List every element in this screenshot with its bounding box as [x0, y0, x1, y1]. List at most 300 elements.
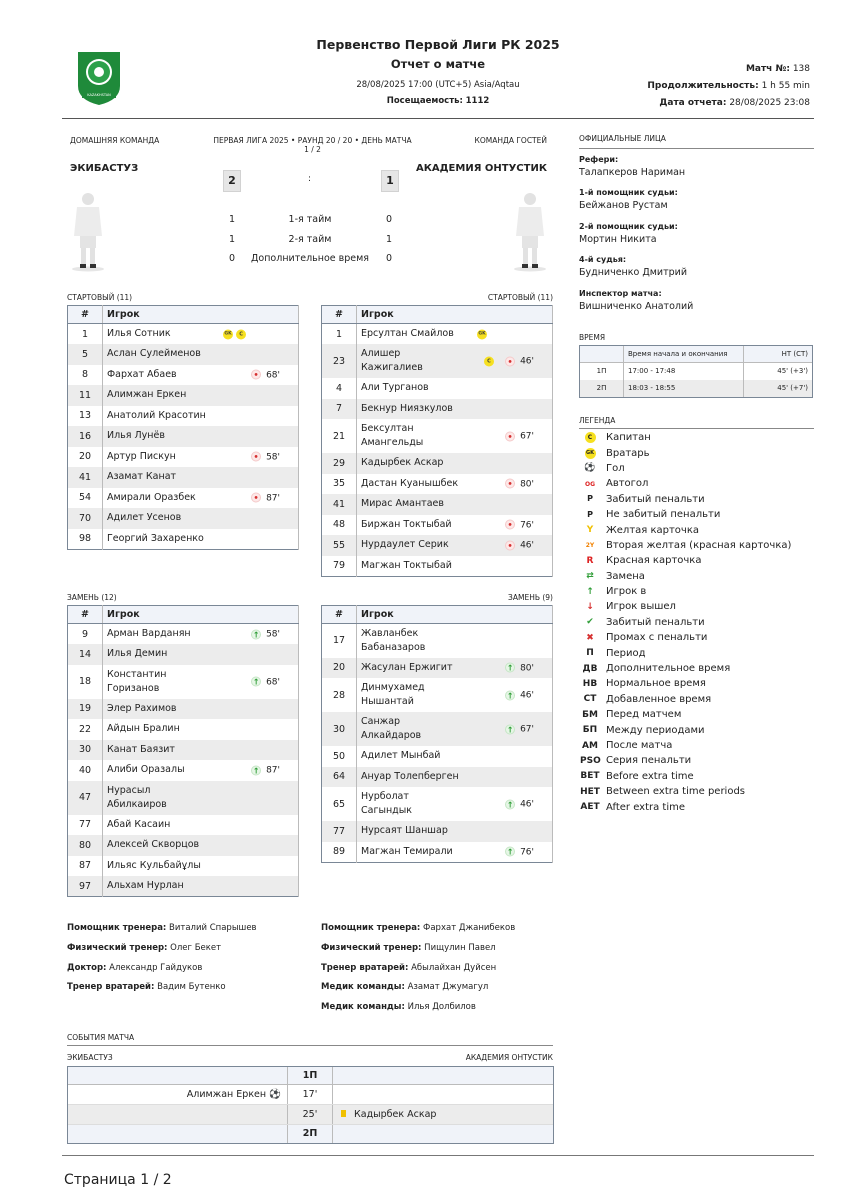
goal-icon: ⚽ [269, 1089, 281, 1100]
away-half-score: 1 [385, 233, 393, 245]
player-row [68, 385, 299, 406]
attendance: Посещаемость: 1112 [386, 96, 490, 106]
legend-item [580, 476, 815, 491]
legend-symbol: СТ [583, 694, 597, 705]
player-name: Магжан Темирали [361, 845, 453, 857]
legend-text: Забитый пенальти [606, 493, 705, 505]
player-row [68, 426, 299, 447]
player-name: Адилет Усенов [107, 512, 182, 524]
official-role: 1-й помощник судьи: [579, 188, 678, 198]
player-number: 89 [322, 842, 357, 863]
sub-minute: 76' [520, 520, 534, 531]
staff-row [321, 943, 515, 963]
away-starting-label: СТАРТОВЫЙ (11) [487, 293, 553, 302]
period-time: 18:03 - 18:55 [624, 380, 744, 397]
period-time: 17:00 - 17:48 [624, 363, 744, 380]
legend-item [580, 522, 815, 537]
legend-text: Автогол [606, 478, 649, 490]
page-number: Страница 1 / 2 [64, 1172, 172, 1188]
player-number: 4 [322, 378, 357, 399]
player-row [68, 344, 299, 365]
officials-list [579, 155, 814, 322]
player-name: Элер Рахимов [107, 702, 177, 714]
player-out-icon: • [505, 356, 515, 366]
staff-row [67, 982, 257, 1002]
player-name: Кадырбек Аскар [361, 457, 444, 469]
player-number: 16 [68, 426, 103, 447]
official-name: Бейжанов Рустам [579, 200, 668, 212]
player-name: Динмухамед Нышантай [361, 682, 425, 707]
player-name: Айдын Бралин [107, 723, 180, 735]
event-minute: 25' [288, 1105, 333, 1124]
home-subs-label: ЗАМЕНЬ (12) [67, 593, 117, 602]
legend-symbol: ↑ [586, 586, 594, 597]
home-team-name: ЭКИБАСТУЗ [70, 163, 139, 174]
sub-minute: 46' [520, 540, 534, 551]
player-row [68, 856, 299, 877]
home-staff [67, 923, 257, 1002]
player-row [68, 781, 299, 815]
home-start-table [67, 305, 299, 550]
player-out-icon: • [505, 540, 515, 550]
legend-text: Капитан [606, 432, 651, 444]
away-team-label: КОМАНДА ГОСТЕЙ [474, 136, 547, 145]
legend-text: Добавленное время [606, 693, 712, 705]
legend-text: Вратарь [606, 447, 650, 459]
player-row [68, 835, 299, 856]
legend-symbol: БП [582, 725, 598, 736]
player-name: Алексей Скворцов [107, 839, 200, 851]
player-row [68, 447, 299, 468]
legend-symbol: ⇄ [586, 571, 594, 582]
legend-item [580, 661, 815, 676]
period: 2П [580, 380, 624, 397]
player-out-icon: • [505, 431, 515, 441]
player-name: Альхам Нурлан [107, 880, 184, 891]
legend-text: Красная карточка [606, 555, 702, 567]
player-name: Жавланбек Бабаназаров [361, 627, 426, 653]
player-number: 80 [68, 835, 103, 856]
time-title: ВРЕМЯ [579, 333, 606, 342]
player-row [322, 344, 553, 378]
time-header: НТ (СТ) [781, 350, 808, 358]
player-row [68, 815, 299, 836]
staff-name: Пищулин Павел [424, 942, 496, 953]
staff-role: Физический тренер: [67, 942, 168, 953]
player-number: 40 [68, 760, 103, 781]
player-number: 50 [322, 746, 357, 767]
legend-item [580, 461, 815, 476]
round-info: ПЕРВАЯ ЛИГА 2025 • РАУНД 20 / 20 • ДЕНЬ МАТЧА 1 / 2 [213, 136, 412, 154]
player-name: Жасулан Ержигит [361, 661, 453, 673]
col-number: # [68, 306, 103, 324]
home-kit-icon [70, 190, 106, 272]
player-number: 18 [68, 665, 103, 699]
legend-symbol: BET [580, 771, 600, 782]
sub-minute: 46' [520, 799, 534, 810]
player-number: 30 [322, 712, 357, 746]
legend-item [580, 430, 815, 445]
player-number: 23 [322, 344, 357, 378]
sub-minute: 68' [266, 370, 280, 381]
legend-symbol: НВ [582, 678, 598, 689]
home-team-label: ДОМАШНЯЯ КОМАНДА [70, 136, 160, 145]
staff-role: Медик команды: [321, 982, 405, 993]
period-added: 45' (+7') [777, 384, 808, 392]
legend-text: Не забитый пенальти [606, 509, 721, 521]
player-row [68, 665, 299, 699]
player-out-icon: • [251, 452, 261, 462]
legend-text: Before extra time [606, 770, 694, 782]
home-subs-table [67, 605, 299, 897]
staff-role: Медик команды: [321, 1002, 405, 1013]
legend-item [580, 784, 815, 799]
player-row [68, 508, 299, 529]
player-row [68, 467, 299, 488]
player-number: 1 [68, 324, 103, 345]
events-title: СОБЫТИЯ МАТЧА [67, 1033, 135, 1042]
time-row [580, 380, 812, 397]
player-name: Константин Горизанов [107, 668, 167, 694]
player-name: Арман Варданян [107, 628, 191, 639]
col-number: # [322, 606, 357, 624]
legend-text: Забитый пенальти [606, 616, 705, 628]
legend-item [580, 722, 815, 737]
legend-symbol: ✔ [586, 617, 594, 628]
player-row [322, 515, 553, 536]
legend-symbol: GK [585, 448, 596, 459]
svg-text:KAZAKHSTAN: KAZAKHSTAN [87, 93, 111, 97]
legend-item [580, 538, 815, 553]
legend-item [580, 645, 815, 660]
player-number: 64 [322, 767, 357, 788]
player-name: Абай Касаин [107, 818, 171, 830]
player-row [68, 740, 299, 761]
sub-minute: 80' [520, 663, 534, 674]
half-label: 2-я тайм [288, 233, 332, 245]
player-name: Нурасыл Абилкаиров [107, 784, 167, 810]
competition-title: Первенство Первой Лиги РК 2025 [316, 37, 560, 52]
staff-name: Олег Бекет [170, 942, 222, 953]
away-staff [321, 923, 515, 1022]
player-row [322, 474, 553, 495]
player-name: Илья Сотник [107, 328, 171, 339]
player-number: 55 [322, 535, 357, 556]
away-half-score: 0 [385, 214, 393, 225]
legend-symbol: HET [580, 786, 600, 797]
staff-row [321, 982, 515, 1002]
home-half-score: 1 [228, 233, 236, 245]
sub-minute: 87' [266, 765, 280, 776]
legend-item [580, 492, 815, 507]
report-title: Отчет о матче [390, 57, 486, 71]
legend-text: Игрок вышел [606, 601, 676, 613]
player-row [322, 419, 553, 453]
player-row [322, 767, 553, 788]
half-label: Дополнительное время [250, 253, 369, 264]
player-name: Бексултан Амангельды [361, 423, 424, 448]
player-name: Нурдаулет Серик [361, 539, 449, 551]
player-row [322, 842, 553, 863]
player-in-icon: ↑ [506, 663, 514, 673]
player-name: Мирас Амантаев [361, 498, 444, 510]
player-number: 5 [68, 344, 103, 365]
period-2-header: 2П [288, 1125, 333, 1143]
legend-symbol: ↓ [586, 601, 594, 612]
player-in-icon: ↑ [506, 847, 514, 857]
player-number: 19 [68, 699, 103, 720]
staff-role: Физический тренер: [321, 942, 422, 953]
col-number: # [322, 306, 357, 324]
player-number: 65 [322, 787, 357, 821]
player-name: Аслан Сулейменов [107, 348, 201, 360]
sub-minute: 76' [520, 847, 534, 857]
legend-text: Промах с пенальти [606, 632, 708, 644]
staff-role: Тренер вратарей: [67, 982, 155, 993]
col-number: # [68, 606, 103, 624]
player-row [322, 787, 553, 821]
event-row [68, 1085, 553, 1105]
sub-minute: 67' [520, 724, 534, 735]
staff-role: Доктор: [67, 962, 107, 973]
official-role: Рефери: [579, 155, 619, 164]
away-subs-table [321, 605, 553, 863]
player-name: Биржан Токтыбай [361, 518, 452, 530]
player-row [322, 712, 553, 746]
player-number: 17 [322, 624, 357, 658]
player-out-icon: • [251, 493, 261, 503]
staff-role: Помощник тренера: [321, 923, 421, 933]
player-number: 20 [322, 658, 357, 679]
sub-minute: 46' [520, 356, 534, 367]
player-name: Санжар Алкайдаров [361, 716, 422, 741]
events-table [67, 1066, 554, 1144]
player-out-icon: • [505, 520, 515, 530]
match-number: Матч №: 138 [745, 64, 810, 74]
period: 1П [580, 363, 624, 380]
player-name: Ерсултан Смайлов [361, 328, 454, 339]
legend-item [580, 738, 815, 753]
legend-item [580, 445, 815, 460]
period-added: 45' (+3') [777, 367, 808, 375]
player-in-icon: ↑ [506, 691, 514, 700]
legend-item [580, 584, 815, 599]
col-player: Игрок [357, 606, 553, 624]
staff-row [321, 1002, 515, 1022]
legend-symbol: P [587, 494, 593, 504]
player-row [322, 494, 553, 515]
player-number: 77 [322, 821, 357, 842]
home-score: 2 [223, 170, 241, 192]
player-row [322, 746, 553, 767]
legend-text: Гол [606, 462, 625, 474]
sub-minute: 58' [266, 452, 280, 463]
legend-text: After extra time [606, 801, 686, 813]
staff-name: Фархат Джанибеков [423, 923, 516, 933]
legend-list [580, 430, 815, 815]
staff-row [321, 963, 515, 983]
time-row [580, 363, 812, 380]
sub-minute: 46' [520, 690, 534, 701]
player-row [68, 624, 299, 645]
legend-item [580, 599, 815, 614]
player-number: 97 [68, 876, 103, 897]
player-row [322, 556, 553, 577]
legend-item [580, 553, 815, 568]
away-kit-icon [512, 190, 548, 272]
player-name: Илья Лунёв [107, 430, 165, 442]
player-name: Анатолий Красотин [107, 409, 206, 421]
col-player: Игрок [357, 306, 553, 324]
player-name: Нурболат Сагындык [361, 791, 412, 816]
legend-symbol: БМ [582, 709, 598, 720]
legend-item [580, 676, 815, 691]
player-in-icon: ↑ [252, 677, 260, 687]
player-number: 48 [322, 515, 357, 536]
sub-minute: 87' [266, 493, 280, 504]
legend-text: Нормальное время [606, 678, 706, 690]
player-number: 9 [68, 624, 103, 645]
player-number: 41 [322, 494, 357, 515]
player-number: 13 [68, 406, 103, 427]
legend-title: ЛЕГЕНДА [579, 416, 616, 425]
player-name: Адилет Мынбай [361, 750, 441, 762]
legend-symbol: P [587, 509, 593, 519]
staff-role: Помощник тренера: [67, 923, 167, 933]
time-header: Время начала и окончания [624, 346, 744, 362]
player-name: Илья Демин [107, 648, 168, 660]
player-number: 87 [68, 856, 103, 877]
player-number: 22 [68, 719, 103, 740]
player-row [68, 644, 299, 665]
captain-icon: C [236, 329, 246, 339]
player-row [68, 324, 299, 345]
half-label: 1-я тайм [288, 214, 332, 225]
player-name: Алиби Оразалы [107, 764, 185, 776]
legend-symbol: АМ [582, 740, 598, 751]
official-name: Талапкеров Нариман [579, 167, 686, 178]
player-number: 70 [68, 508, 103, 529]
legend-symbol: OG [584, 480, 596, 488]
event-row [68, 1105, 553, 1125]
player-row [322, 378, 553, 399]
staff-name: Илья Долбилов [407, 1002, 476, 1013]
player-number: 35 [322, 474, 357, 495]
legend-item [580, 769, 815, 784]
legend-text: Желтая карточка [606, 524, 699, 536]
legend-symbol: 2Y [585, 542, 595, 550]
player-row [322, 535, 553, 556]
player-row [68, 760, 299, 781]
legend-symbol: AET [580, 802, 600, 813]
legend-item [580, 707, 815, 722]
player-row [68, 719, 299, 740]
player-row [68, 488, 299, 509]
staff-row [67, 943, 257, 963]
legend-symbol: ✖ [586, 632, 594, 643]
staff-row [321, 923, 515, 943]
player-name: Магжан Токтыбай [361, 559, 452, 571]
period-1-header: 1П [288, 1067, 333, 1084]
score-separator: : [308, 174, 312, 184]
player-row [322, 678, 553, 712]
time-table [579, 345, 813, 398]
legend-text: Вторая желтая (красная карточка) [606, 539, 792, 551]
legend-item [580, 753, 815, 768]
goalkeeper-icon: GK [223, 329, 233, 339]
legend-text: Between extra time periods [606, 786, 746, 798]
away-subs-label: ЗАМЕНЬ (9) [508, 593, 553, 602]
player-name: Ильяс Кульбайұлы [107, 859, 201, 871]
player-number: 29 [322, 453, 357, 474]
sub-minute: 68' [266, 677, 280, 687]
yellow-card-icon [341, 1110, 346, 1117]
player-row [322, 624, 553, 658]
player-number: 41 [68, 467, 103, 488]
player-row [68, 876, 299, 897]
player-number: 98 [68, 529, 103, 550]
legend-symbol: ⚽ [584, 463, 596, 474]
match-datetime: 28/08/2025 17:00 (UTC+5) Asia/Aqtau [356, 80, 520, 90]
legend-symbol: PSO [580, 755, 601, 766]
event-player: Алимжан Еркен [186, 1089, 267, 1100]
player-row [68, 365, 299, 386]
official-role: 4-й судья: [579, 255, 627, 265]
player-name: Алимжан Еркен [107, 389, 187, 401]
player-in-icon: ↑ [506, 725, 514, 734]
report-date: Дата отчета: 28/08/2025 23:08 [659, 98, 810, 108]
sub-minute: 58' [266, 629, 280, 640]
staff-name: Абылайхан Дуйсен [411, 962, 497, 973]
staff-name: Вадим Бутенко [157, 982, 226, 993]
official-name: Мортин Никита [579, 233, 657, 245]
away-score: 1 [381, 170, 399, 192]
goalkeeper-icon: GK [477, 329, 487, 339]
event-player: Кадырбек Аскар [354, 1109, 437, 1120]
staff-row [67, 923, 257, 943]
legend-text: Период [606, 647, 646, 659]
staff-name: Виталий Спарышев [169, 923, 257, 933]
player-number: 54 [68, 488, 103, 509]
player-number: 30 [68, 740, 103, 761]
events-away-team: АКАДЕМИЯ ОНТУСТИК [465, 1053, 553, 1062]
player-in-icon: ↑ [506, 800, 514, 809]
player-number: 20 [68, 447, 103, 468]
home-half-score: 0 [228, 253, 236, 264]
player-number: 8 [68, 365, 103, 386]
legend-item [580, 630, 815, 645]
player-number: 14 [68, 644, 103, 665]
player-name: Георгий Захаренко [107, 532, 204, 544]
legend-text: Между периодами [606, 724, 705, 736]
player-name: Канат Баязит [107, 743, 175, 755]
player-row [68, 529, 299, 550]
col-player: Игрок [103, 606, 299, 624]
home-half-score: 1 [228, 214, 236, 225]
player-number: 77 [68, 815, 103, 836]
player-row [322, 821, 553, 842]
officials-title: ОФИЦИАЛЬНЫЕ ЛИЦА [579, 134, 666, 143]
official-role: 2-й помощник судьи: [579, 221, 678, 231]
league-logo [74, 50, 124, 106]
player-row [322, 399, 553, 420]
legend-item [580, 615, 815, 630]
legend-text: Замена [606, 570, 645, 582]
sub-minute: 67' [520, 431, 534, 442]
legend-item [580, 569, 815, 584]
player-number: 7 [322, 399, 357, 420]
player-name: Амирали Оразбек [107, 491, 196, 503]
